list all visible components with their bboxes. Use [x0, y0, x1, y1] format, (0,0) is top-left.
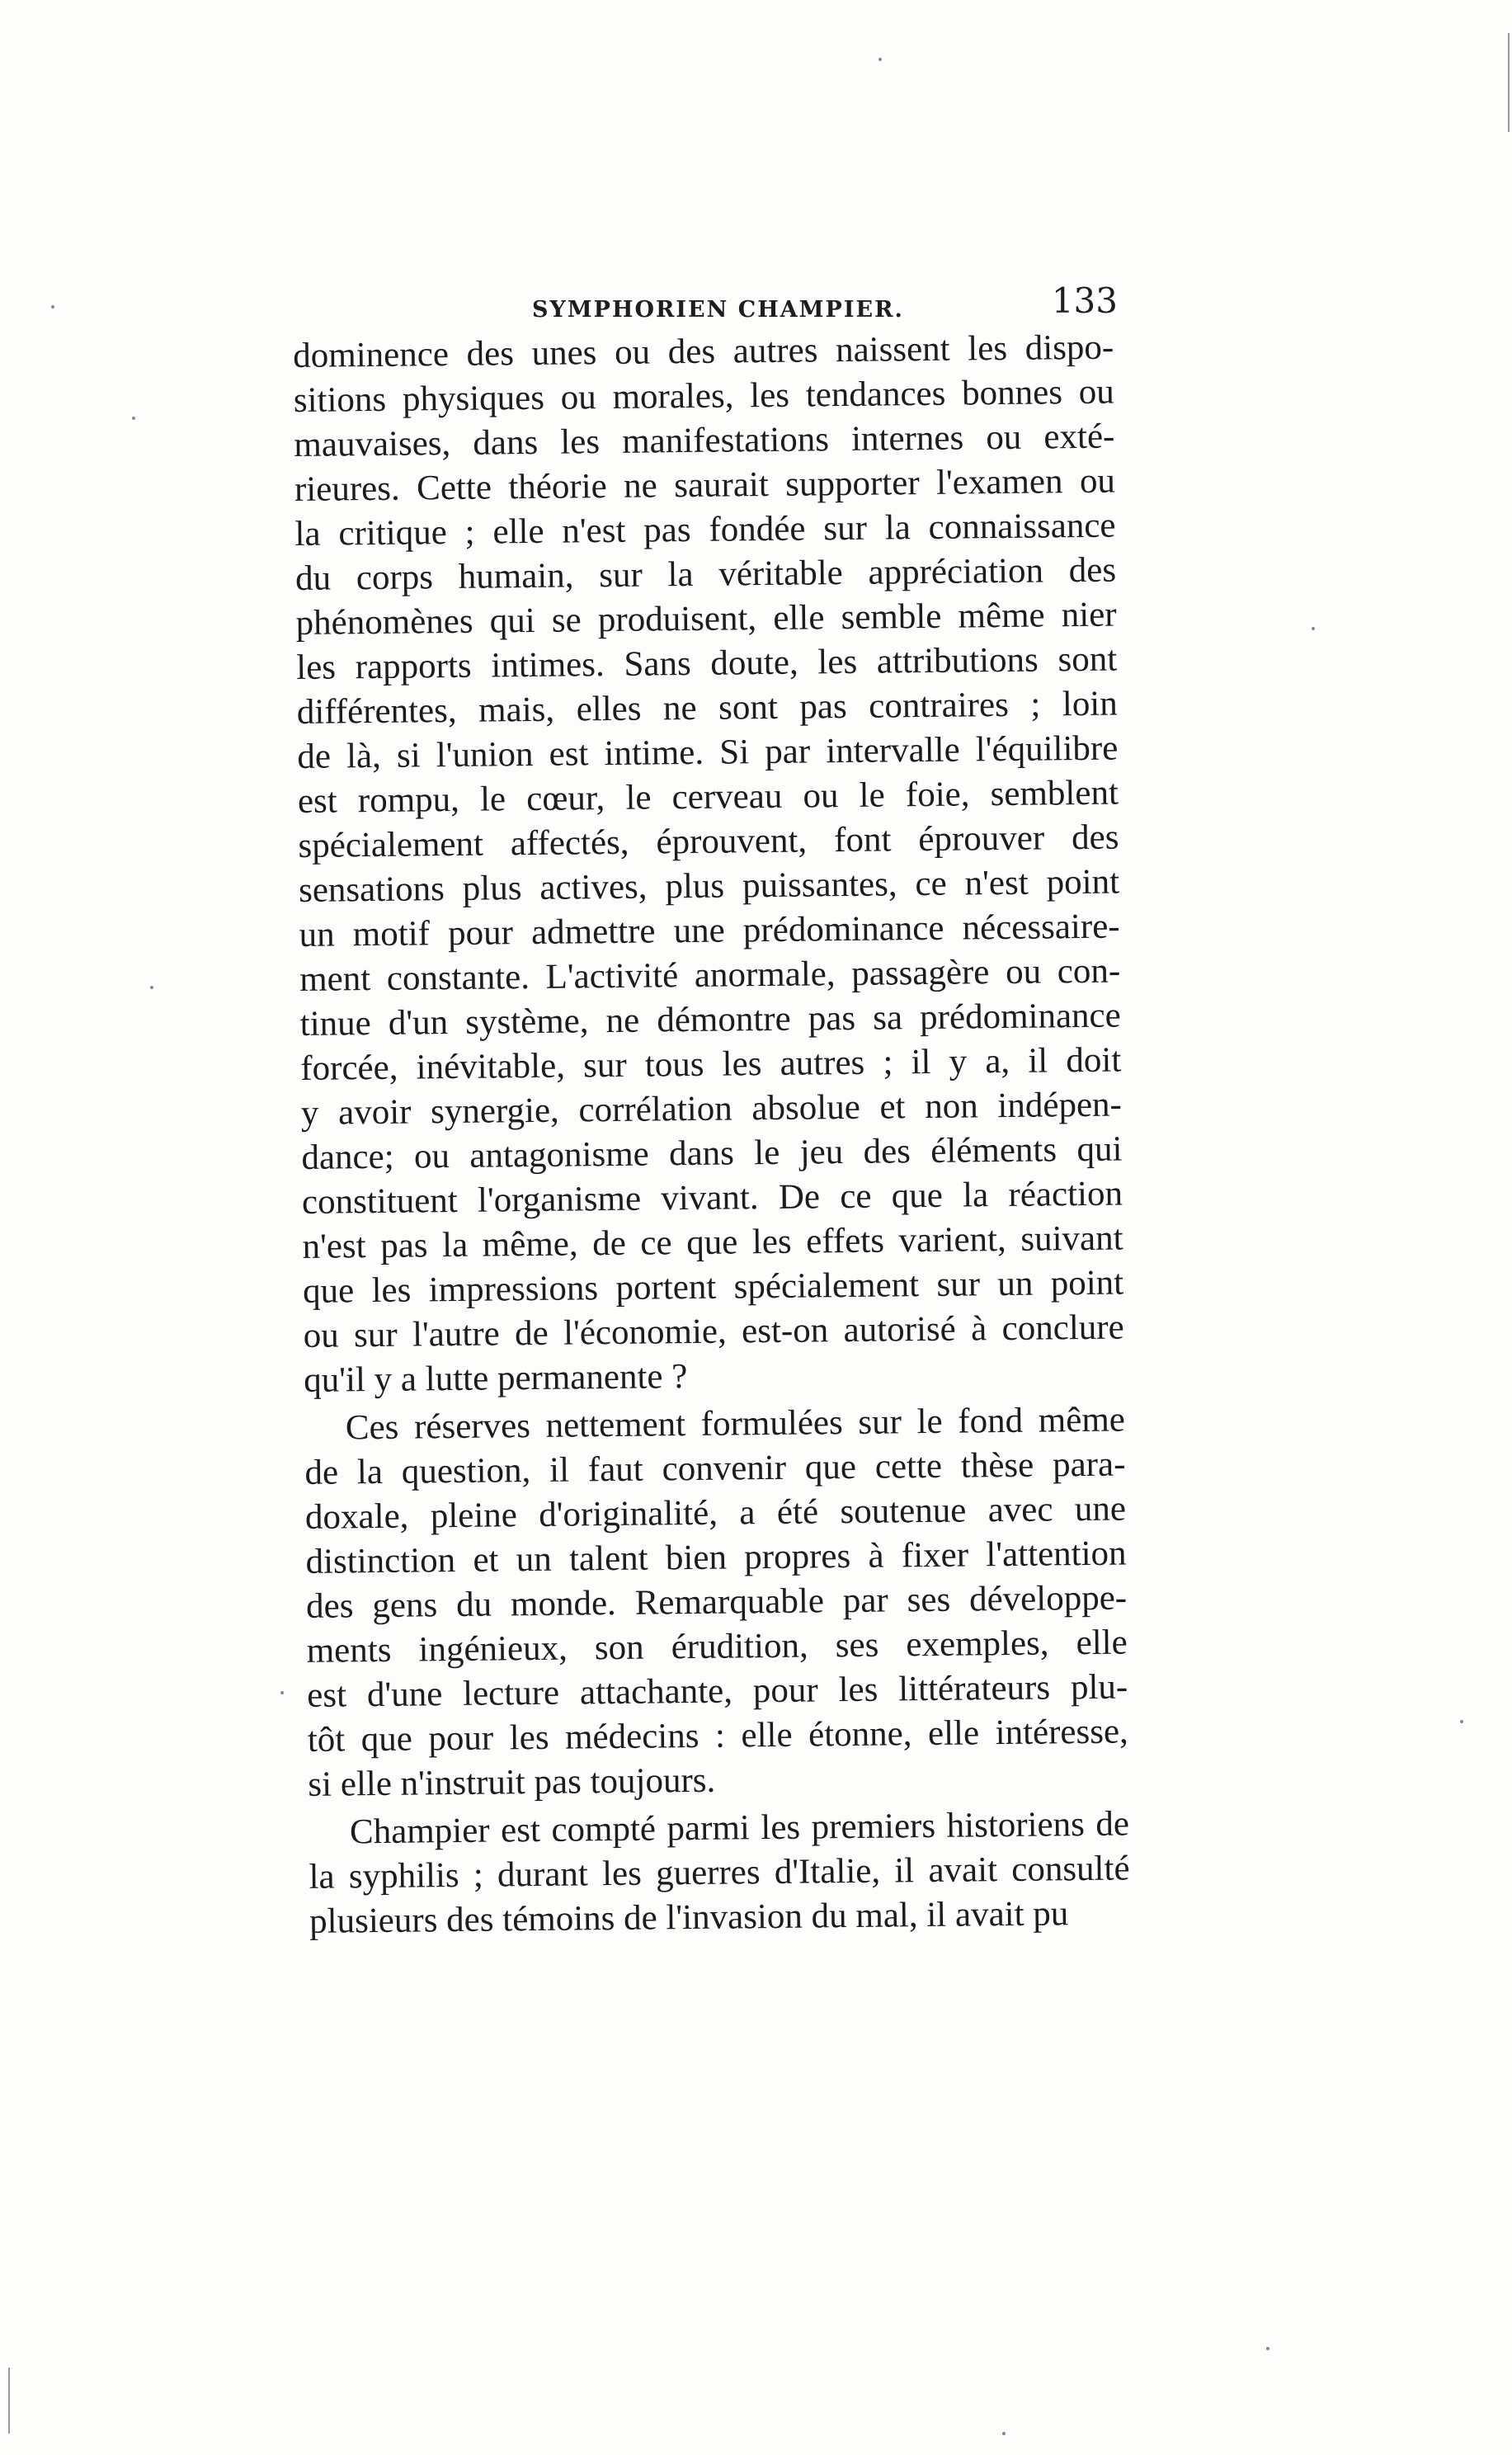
text-line: tinue d'un système, ne démontre pas sa prédominance — [299, 996, 1121, 1044]
text-line: différentes, mais, elles ne sont pas contraires ; loin — [296, 684, 1118, 732]
text-line: de là, si l'union est intime. Si par intervalle l'équilibre — [297, 728, 1119, 776]
running-title: SYMPHORIEN CHAMPIER. — [532, 297, 904, 323]
paper-speck — [1002, 2432, 1006, 2435]
edge-mark — [8, 2368, 10, 2434]
text-line: tôt que pour les médecins : elle étonne, elle intéresse, — [307, 1712, 1129, 1760]
edge-mark — [1508, 33, 1510, 132]
text-line: des gens du monde. Remarquable par ses développe- — [305, 1578, 1128, 1626]
paper-speck — [878, 58, 882, 61]
text-line: plusieurs des témoins de l'invasion du mal, il avait pu — [309, 1894, 1069, 1941]
text-line: un motif pour admettre une prédominance nécessaire- — [299, 907, 1120, 954]
text-line: phénomènes qui se produisent, elle semble même nier — [295, 595, 1117, 643]
text-line: de la question, il faut convenir que cette thèse para- — [304, 1444, 1126, 1492]
paper-speck — [132, 417, 135, 420]
text-line: est d'une lecture attachante, pour les littérateurs plu- — [307, 1667, 1128, 1715]
paper-speck — [1266, 2347, 1269, 2350]
text-line: mauvaises, dans les manifestations internes ou exté- — [294, 417, 1115, 464]
text-line: sitions physiques ou morales, les tendances bonnes ou — [293, 372, 1115, 420]
text-line: Champier est compté parmi les premiers historiens de — [349, 1804, 1130, 1852]
text-line: distinction et un talent bien propres à fixer l'attention — [305, 1534, 1127, 1581]
paragraph-2 — [304, 1398, 1129, 1807]
text-line: ments ingénieux, son érudition, ses exemples, elle — [306, 1623, 1128, 1670]
paper-speck — [1312, 627, 1315, 630]
text-line: que les impressions portent spécialement sur un point — [302, 1263, 1124, 1311]
paper-speck — [51, 305, 54, 309]
text-line: spécialement affectés, éprouvent, font éprouver des — [298, 818, 1119, 865]
paragraph-1 — [293, 326, 1125, 1403]
text-line: y avoir synergie, corrélation absolue et non indépen- — [300, 1085, 1123, 1133]
page-number: 133 — [1051, 280, 1118, 321]
text-line: constituent l'organisme vivant. De ce que la réaction — [301, 1174, 1123, 1222]
text-line: ou sur l'autre de l'économie, est-on autorisé à conclure — [303, 1308, 1124, 1355]
text-line: la critique ; elle n'est pas fondée sur la connaissance — [294, 506, 1116, 554]
text-line: est rompu, le cœur, le cerveau ou le foie, semblent — [297, 773, 1119, 821]
text-line: ment constante. L'activité anormale, passagère ou con- — [299, 951, 1121, 999]
text-line: sensations plus actives, plus puissantes, ce n'est point — [298, 862, 1120, 910]
text-line: la syphilis ; durant les guerres d'Italie, il avait consulté — [309, 1849, 1130, 1897]
paragraph-3 — [309, 1802, 1131, 1944]
text-line: doxale, pleine d'originalité, a été soutenue avec une — [304, 1489, 1127, 1537]
body-text — [293, 326, 1130, 1944]
text-line: les rapports intimes. Sans doute, les attributions sont — [295, 639, 1118, 687]
paper-speck — [1460, 1720, 1463, 1723]
text-line: forcée, inévitable, sur tous les autres ; il y a, il doit — [300, 1040, 1122, 1088]
running-head — [293, 280, 1118, 330]
text-line: si elle n'instruit pas toujours. — [308, 1760, 716, 1804]
text-line: du corps humain, sur la véritable appréciation des — [294, 550, 1117, 598]
text-line: dominence des unes ou des autres naissent les dispo- — [293, 327, 1114, 375]
paper-speck — [150, 986, 153, 989]
text-line: dance; ou antagonisme dans le jeu des éléments qui — [301, 1129, 1123, 1177]
text-line: qu'il y a lutte permanente ? — [304, 1357, 688, 1400]
text-line: rieures. Cette théorie ne saurait supporter l'examen ou — [294, 461, 1116, 509]
text-line: n'est pas la même, de ce que les effets varient, suivant — [302, 1218, 1123, 1266]
paper-speck — [280, 1691, 284, 1694]
text-line: Ces réserves nettement formulées sur le fond même — [345, 1400, 1126, 1448]
